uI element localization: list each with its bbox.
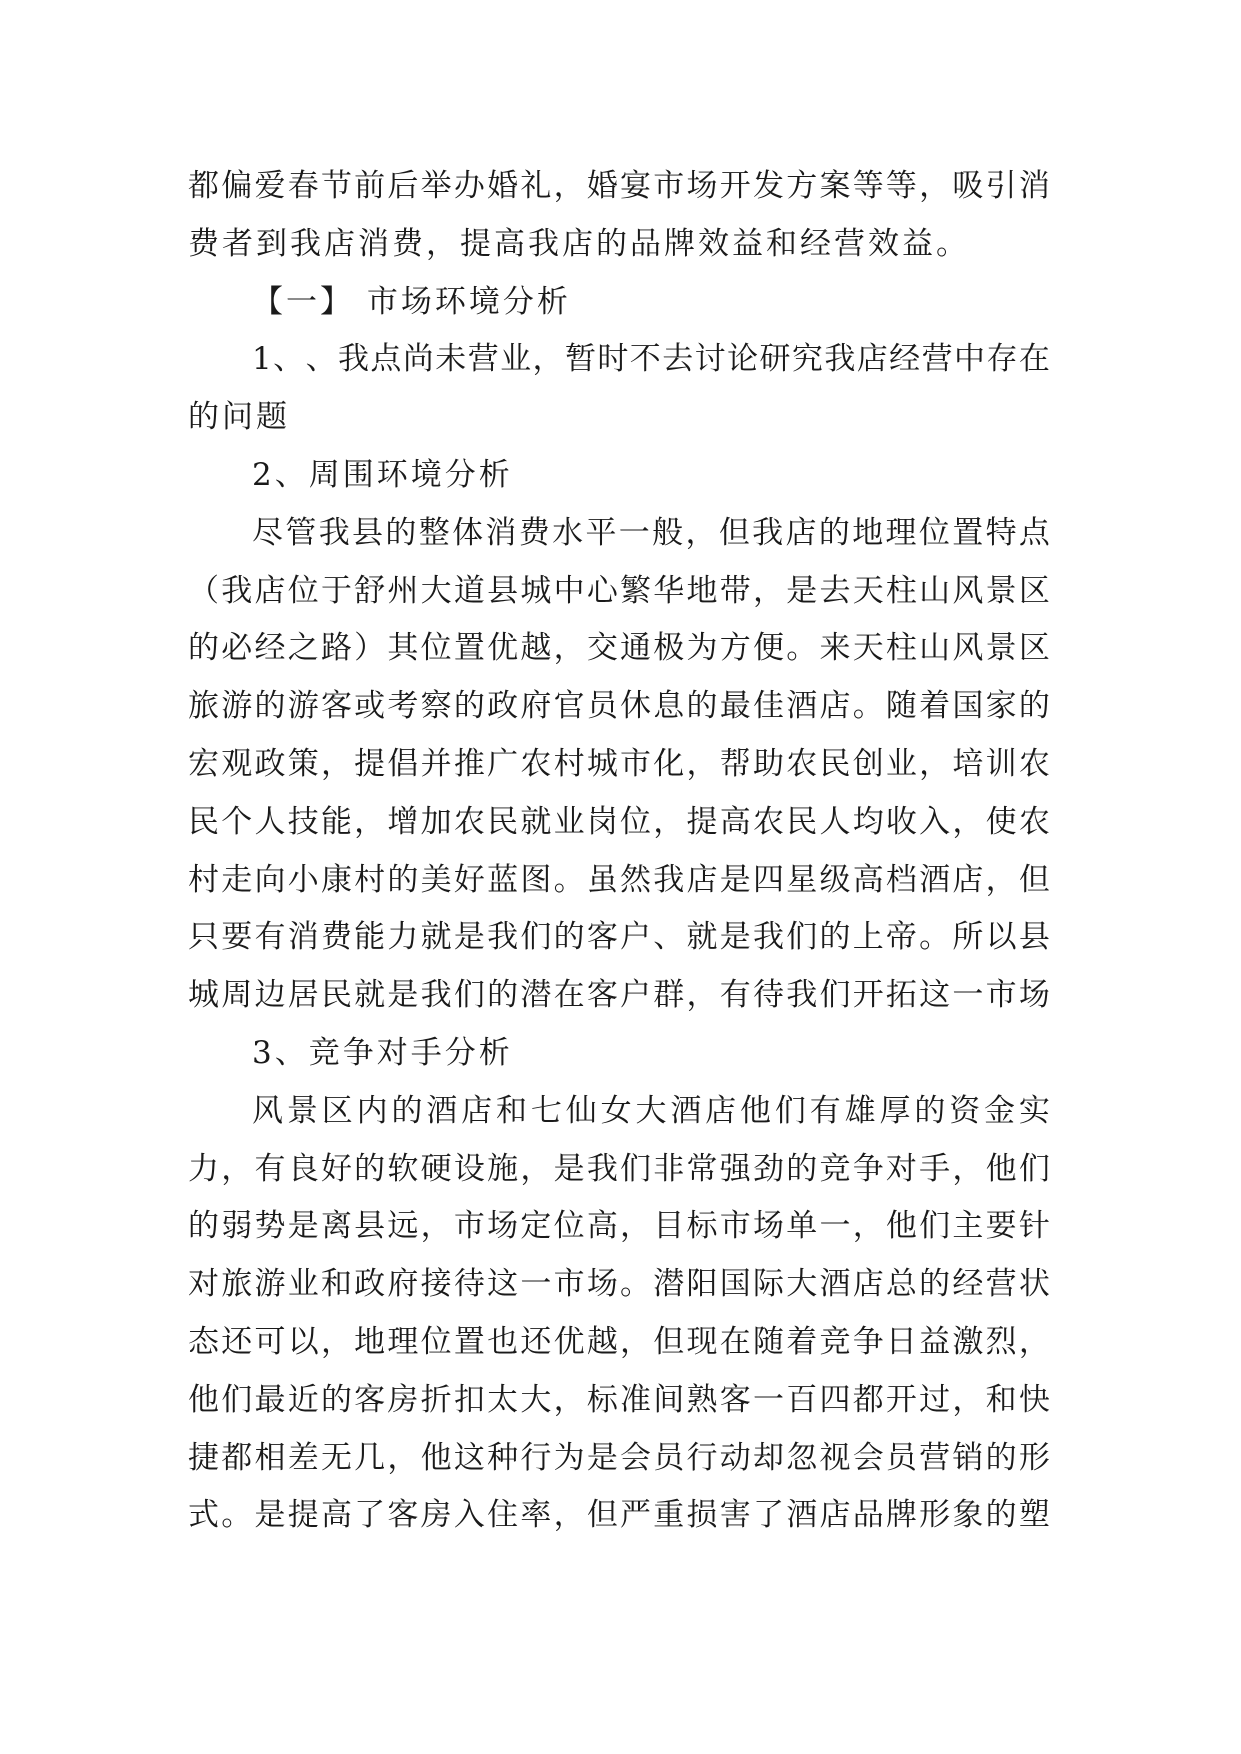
text-line: 的 必 经 之 路 ） 其 位 置 优 越 ， 交 通 极 为 方 便 。 来 天 柱 山 风 景 区	[188, 630, 1050, 667]
text-line: （ 我 店 位 于 舒 州 大 道 县 城 中 心 繁 华 地 带 ， 是 去 天 柱 山 风 景 区	[188, 572, 1050, 609]
text-line: 态 还 可 以 ， 地 理 位 置 也 还 优 越 ， 但 现 在 随 着 竞 争 日 益 激 烈 ，	[188, 1323, 1050, 1360]
text-line: 他 们 最 近 的 客 房 折 扣 太 大 ， 标 准 间 熟 客 一 百 四 都 开 过 ， 和 快	[188, 1381, 1050, 1418]
body-text	[188, 158, 1050, 1545]
text-line: 2、周围环境分析	[252, 456, 513, 493]
text-line: 费者到我店消费，提高我店的品牌效益和经营效益。	[188, 225, 970, 262]
text-line: 尽 管 我 县 的 整 体 消 费 水 平 一 般 ， 但 我 店 的 地 理 位 置 特 点	[252, 514, 1050, 551]
text-line: 力 ， 有 良 好 的 软 硬 设 施 ， 是 我 们 非 常 强 劲 的 竞 争 对 手 ， 他 们	[188, 1150, 1050, 1187]
text-line: 民 个 人 技 能 ， 增 加 农 民 就 业 岗 位 ， 提 高 农 民 人 均 收 入 ， 使 农	[188, 803, 1050, 840]
text-line: 宏 观 政 策 ， 提 倡 并 推 广 农 村 城 市 化 ， 帮 助 农 民 创 业 ， 培 训 农	[188, 745, 1050, 782]
text-line: 城 周 边 居 民 就 是 我 们 的 潜 在 客 户 群 ， 有 待 我 们 开 拓 这 一 市 场	[188, 977, 1050, 1014]
text-line: 式 。 是 提 高 了 客 房 入 住 率 ， 但 严 重 损 害 了 酒 店 品 牌 形 象 的 塑	[188, 1497, 1050, 1534]
text-line: 【一】 市场环境分析	[252, 283, 571, 320]
text-line: 1 、 、 我 点 尚 未 营 业 ， 暂 时 不 去 讨 论 研 究 我 店 经 营 中 存 在	[252, 341, 1050, 378]
text-line: 风 景 区 内 的 酒 店 和 七 仙 女 大 酒 店 他 们 有 雄 厚 的 资 金 实	[252, 1092, 1050, 1129]
text-line: 村 走 向 小 康 村 的 美 好 蓝 图 。 虽 然 我 店 是 四 星 级 高 档 酒 店 ， 但	[188, 861, 1050, 898]
text-line: 都 偏 爱 春 节 前 后 举 办 婚 礼 ， 婚 宴 市 场 开 发 方 案 等 等 ， 吸 引 消	[188, 168, 1050, 204]
text-line: 旅 游 的 游 客 或 考 察 的 政 府 官 员 休 息 的 最 佳 酒 店 。 随 着 国 家 的	[188, 688, 1050, 725]
text-line: 对 旅 游 业 和 政 府 接 待 这 一 市 场 。 潜 阳 国 际 大 酒 店 总 的 经 营 状	[188, 1266, 1050, 1303]
text-line: 捷 都 相 差 无 几 ， 他 这 种 行 为 是 会 员 行 动 却 忽 视 会 员 营 销 的 形	[188, 1439, 1050, 1476]
text-line: 的问题	[188, 399, 290, 436]
text-line: 只 要 有 消 费 能 力 就 是 我 们 的 客 户 、 就 是 我 们 的 上 帝 。 所 以 县	[188, 919, 1050, 956]
text-line: 的 弱 势 是 离 县 远 ， 市 场 定 位 高 ， 目 标 市 场 单 一 ， 他 们 主 要 针	[188, 1208, 1050, 1245]
text-line: 3、竞争对手分析	[252, 1034, 513, 1071]
